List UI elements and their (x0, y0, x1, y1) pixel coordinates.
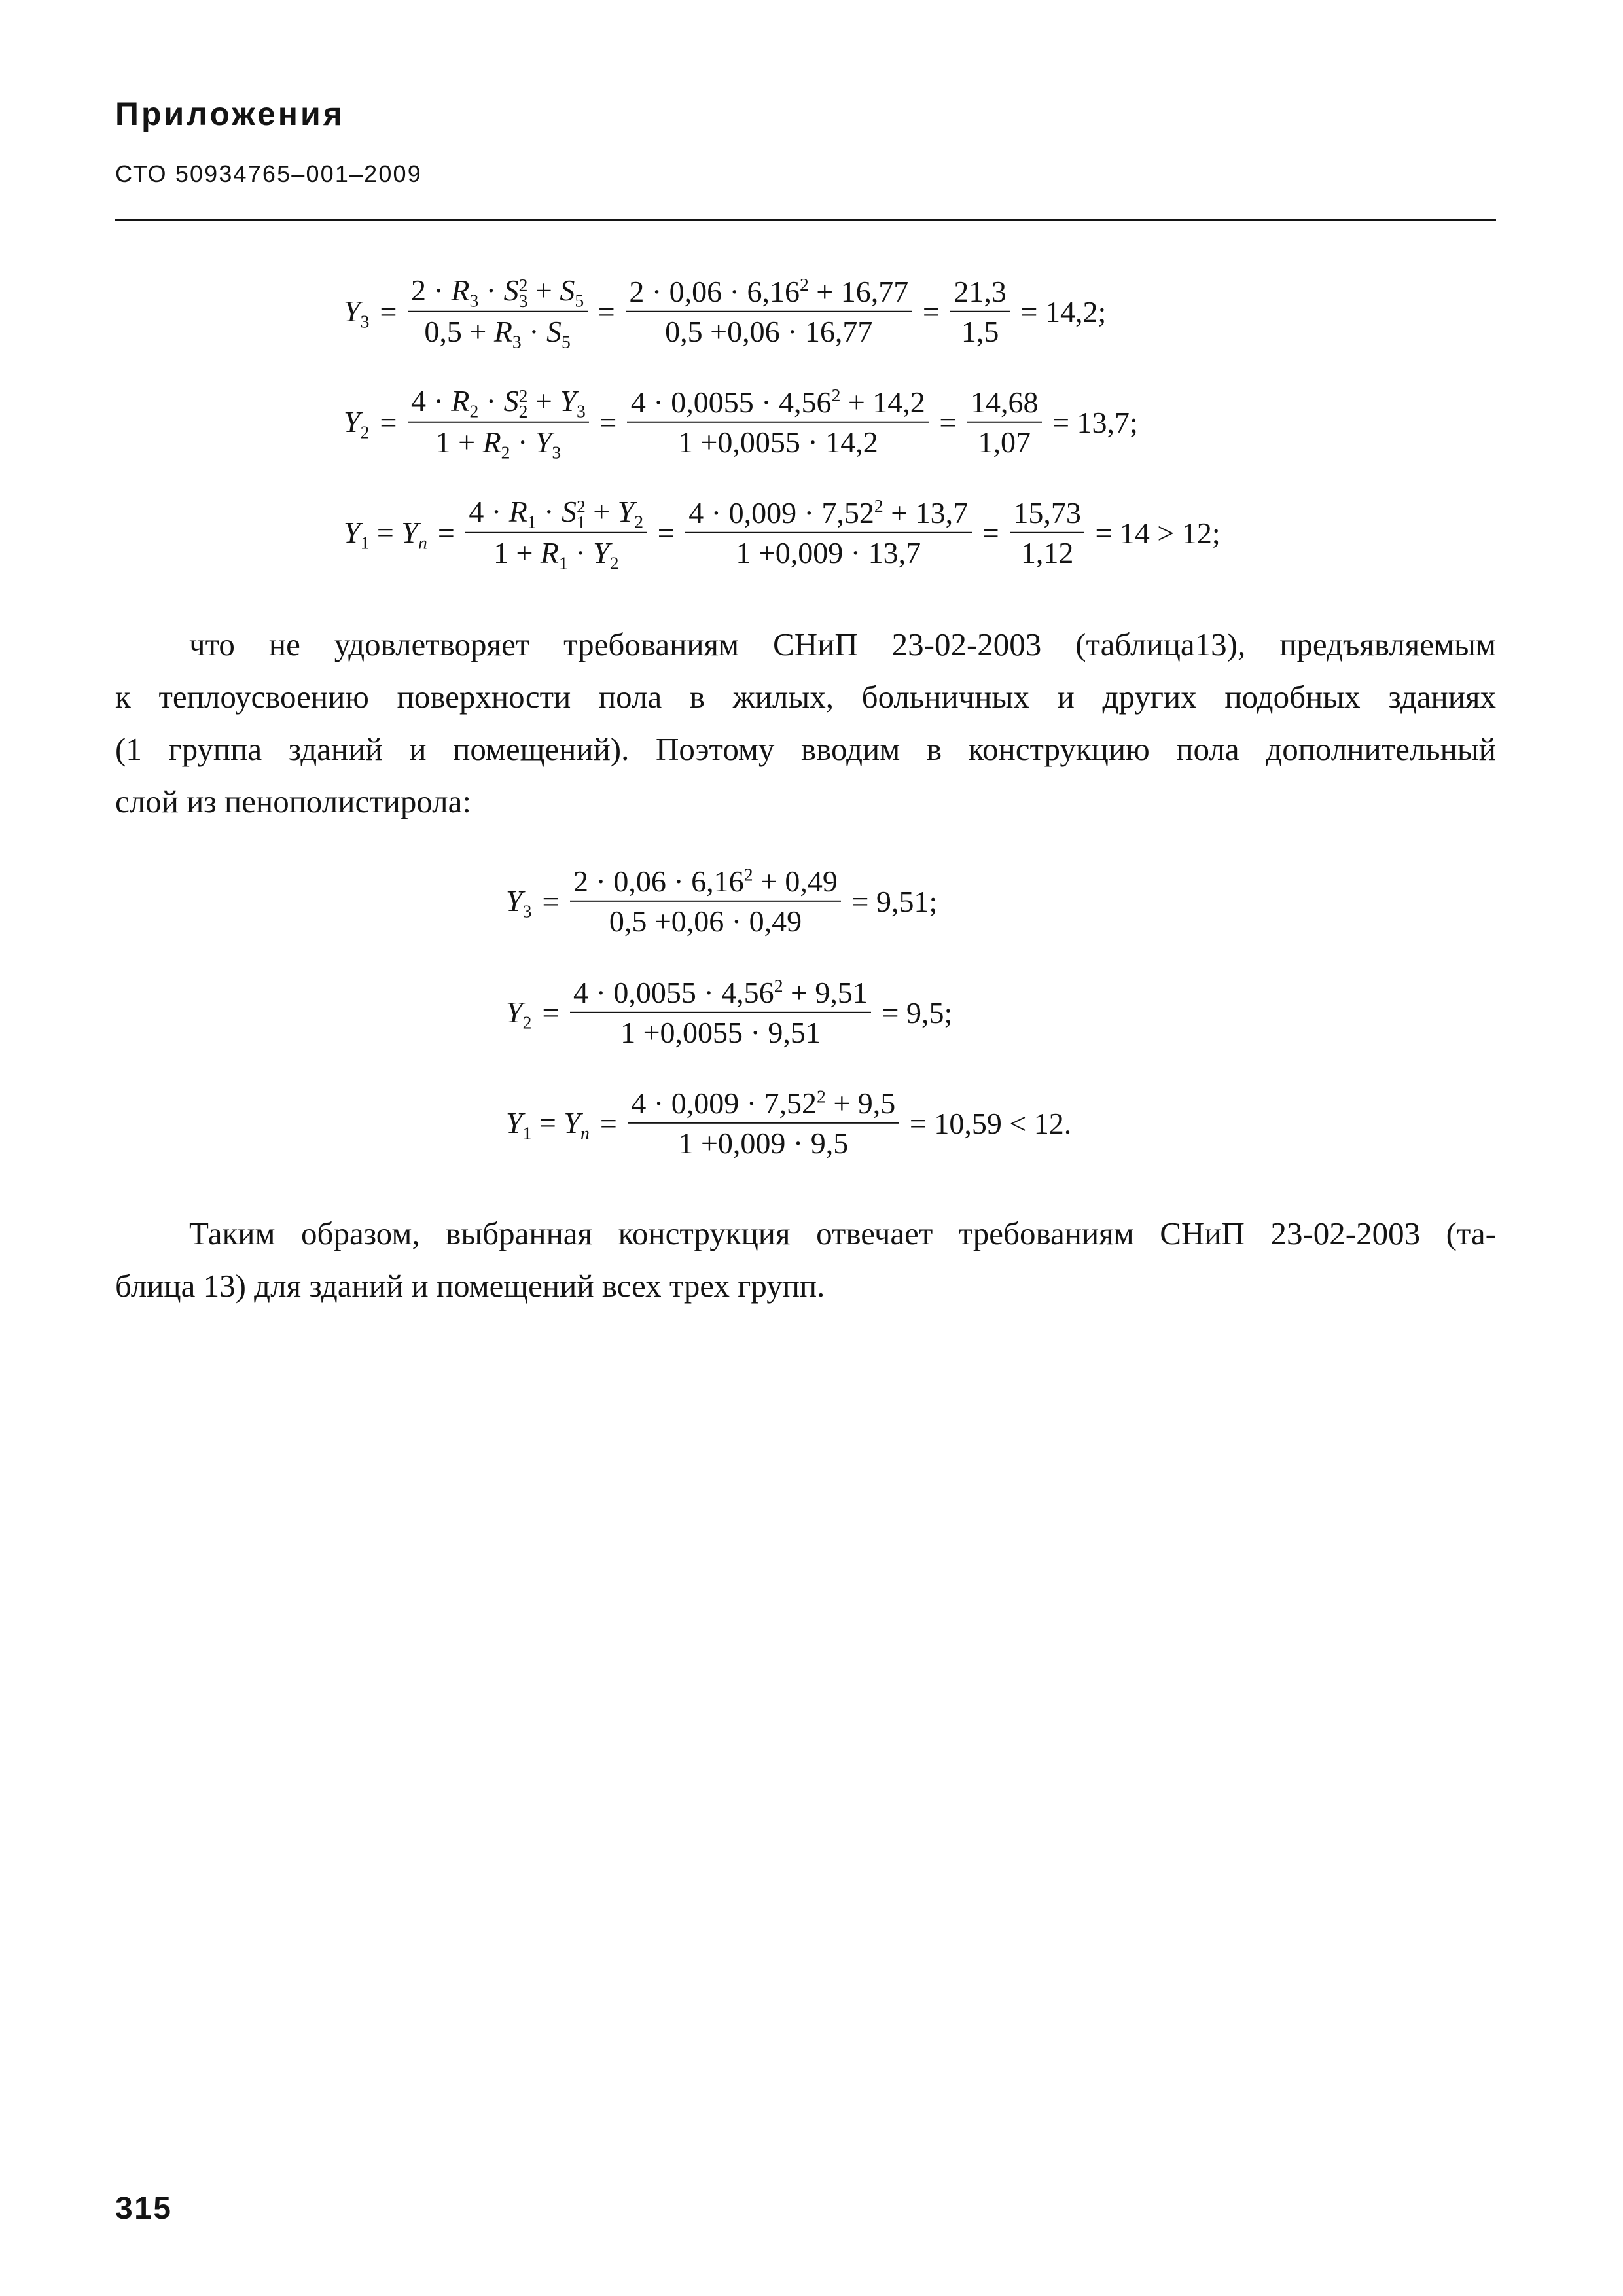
fraction-numerator (408, 272, 588, 310)
math-number: 1 + (435, 425, 483, 459)
math-number: + 16,77 (808, 274, 909, 308)
math-variable: Y (506, 1105, 523, 1139)
paragraph-requirements (115, 619, 1496, 828)
fraction-numerator (950, 274, 1010, 310)
subscript: 1 (576, 511, 586, 532)
paragraph-conclusion (115, 1208, 1496, 1312)
fraction-denominator (674, 424, 882, 460)
subscript: 3 (518, 290, 528, 311)
subscript: 2 (634, 511, 644, 532)
math-number: 1 +0,009 · 13,7 (736, 536, 921, 569)
text-line: к теплоусвоению поверхности пола в жилых, больничных и других подобных зданиях (115, 679, 1496, 715)
subscript: 1 (522, 1122, 532, 1143)
fraction-bar (627, 422, 929, 423)
subscript: 1 (527, 511, 537, 532)
subscript: 5 (575, 290, 584, 311)
text-line: слой из пенополистирола: (115, 783, 472, 819)
math-number: + 14,2 (840, 385, 925, 419)
math-variable: S (560, 273, 575, 307)
formula-operator: = (597, 295, 615, 329)
formula-lhs (344, 514, 427, 551)
formula-operator: = (922, 295, 940, 329)
fraction (627, 384, 929, 460)
math-variable: S (561, 494, 577, 528)
fraction-denominator (490, 535, 622, 572)
superscript: 2 (518, 274, 528, 295)
math-variable: Y (506, 995, 523, 1029)
math-variable: Y (344, 515, 361, 549)
fraction (1010, 495, 1085, 571)
math-variable: Y (506, 884, 523, 918)
math-number: 4 · 0,0055 · 4,56 (630, 385, 832, 419)
fraction-numerator (685, 495, 972, 531)
section-title: Приложения (115, 96, 345, 132)
math-variable: Y (344, 294, 361, 328)
math-number: + (527, 273, 560, 307)
fraction (967, 384, 1042, 460)
math-number: 21,3 (954, 274, 1007, 308)
subscript: 3 (360, 311, 370, 332)
fraction-numerator (628, 1085, 899, 1121)
fraction-bar (950, 311, 1010, 312)
fraction-bar (685, 532, 972, 533)
fraction (570, 863, 842, 939)
superscript: 2 (774, 975, 783, 996)
formula-row (506, 863, 948, 939)
subscript: 3 (512, 331, 522, 352)
subscript: 2 (360, 422, 370, 442)
formula-operator: = (939, 405, 957, 439)
fraction-bar (628, 1122, 899, 1124)
math-number: · (510, 425, 535, 459)
formula-operator: = 9,5; (882, 996, 953, 1030)
math-number: + 13,7 (883, 495, 969, 529)
math-number: 1,12 (1020, 536, 1074, 569)
formula-row (344, 383, 1149, 462)
superscript: 2 (576, 495, 586, 516)
fraction-bar (570, 901, 842, 902)
formula-operator: = (657, 516, 675, 550)
math-number: 1 +0,0055 · 9,51 (620, 1016, 821, 1049)
math-number: · (567, 536, 594, 569)
math-variable: R (482, 425, 501, 459)
math-number: 1 + (493, 536, 541, 569)
fraction-bar (408, 311, 588, 312)
math-number: 2 · 0,06 · 6,16 (629, 274, 800, 308)
math-number: + (585, 494, 618, 528)
subscript: 3 (576, 401, 586, 422)
subscript: 2 (518, 401, 528, 422)
subscript: 1 (559, 552, 568, 573)
fraction-numerator (627, 384, 929, 420)
fraction-bar (570, 1012, 872, 1013)
math-variable: Y (344, 404, 361, 439)
fraction-numerator (626, 274, 912, 310)
sub-superscript (576, 495, 586, 532)
fraction (408, 272, 588, 351)
fraction-bar (967, 422, 1042, 423)
math-number: · (478, 384, 504, 418)
fraction (465, 493, 647, 573)
superscript: 2 (874, 495, 883, 516)
math-number: 4 · 0,009 · 7,52 (688, 495, 874, 529)
math-variable: R (451, 384, 470, 418)
math-number: + 9,5 (825, 1086, 896, 1120)
subscript: 2 (522, 1012, 532, 1033)
math-variable: R (451, 273, 470, 307)
superscript: 2 (799, 274, 809, 295)
fraction-denominator (617, 1014, 825, 1050)
subscript: 3 (469, 290, 479, 311)
formula-row (506, 975, 963, 1050)
fraction-bar (408, 422, 590, 423)
fraction-numerator (570, 975, 872, 1011)
fraction-denominator (662, 314, 876, 350)
formula-operator: = (542, 884, 560, 918)
formula-row (506, 1085, 1082, 1161)
math-number: 4 · (411, 384, 452, 418)
fraction-denominator (732, 535, 925, 571)
subscript: 2 (609, 552, 619, 573)
formula-row (344, 272, 1116, 351)
fraction-denominator (605, 903, 805, 939)
fraction (626, 274, 912, 350)
math-number: 0,5 +0,06 · 16,77 (665, 315, 873, 348)
subscript: n (580, 1122, 590, 1143)
math-number: 1,5 (961, 315, 999, 348)
math-variable: R (508, 494, 527, 528)
document-code: СТО 50934765–001–2009 (115, 160, 422, 187)
subscript: 2 (469, 401, 479, 422)
formula-lhs (506, 1104, 590, 1141)
superscript: 2 (817, 1086, 826, 1107)
math-variable: R (493, 315, 512, 348)
formula-lhs (506, 994, 531, 1031)
fraction-bar (1010, 532, 1085, 533)
superscript: 2 (743, 864, 753, 885)
fraction-denominator (432, 424, 565, 461)
superscript: 2 (831, 385, 841, 406)
math-variable: S (546, 315, 562, 348)
subscript: n (418, 532, 427, 553)
math-number: 4 · (469, 494, 509, 528)
math-variable: Y (560, 384, 577, 418)
text-line: блица 13) для зданий и помещений всех трех групп. (115, 1268, 825, 1304)
fraction-numerator (408, 383, 590, 420)
formula-operator: = (437, 516, 455, 550)
fraction-bar (465, 532, 647, 533)
math-number: 1 +0,0055 · 14,2 (677, 425, 878, 459)
subscript: 5 (562, 331, 571, 352)
math-variable: Y (563, 1105, 580, 1139)
math-variable: Y (617, 494, 635, 528)
math-number: + 9,51 (783, 975, 868, 1009)
formula-operator: = 9,51; (851, 884, 938, 918)
subscript: 1 (360, 532, 370, 553)
formula-operator: = 14 > 12; (1095, 516, 1221, 550)
math-number: = (531, 1105, 564, 1139)
math-number: · (521, 315, 547, 348)
formula-operator: = 13,7; (1052, 405, 1138, 439)
math-variable: Y (401, 515, 418, 549)
math-number: + 0,49 (753, 864, 838, 898)
math-number: 2 · 0,06 · 6,16 (573, 864, 744, 898)
fraction (950, 274, 1010, 350)
text-line: что не удовлетворяет требованиям СНиП 23-02-2003 (таблица13), предъявляемым (189, 626, 1496, 662)
fraction-numerator (570, 863, 842, 899)
fraction (408, 383, 590, 462)
formula-operator: = (380, 295, 397, 329)
fraction (685, 495, 972, 571)
math-variable: S (503, 273, 519, 307)
formula-operator: = (982, 516, 999, 550)
formula-row (344, 493, 1231, 573)
math-number: 4 · 0,0055 · 4,56 (573, 975, 774, 1009)
fraction-denominator (675, 1125, 852, 1161)
text-line: (1 группа зданий и помещений). Поэтому вводим в конструкцию пола дополнительный (115, 731, 1496, 767)
math-number: 4 · 0,009 · 7,52 (631, 1086, 817, 1120)
sub-superscript (518, 274, 528, 311)
math-variable: Y (535, 425, 552, 459)
math-number: 1 +0,009 · 9,5 (678, 1126, 849, 1160)
math-number: 14,68 (970, 385, 1039, 419)
fraction-denominator (974, 424, 1035, 460)
subscript: 3 (552, 442, 562, 463)
formula-operator: = (599, 1106, 617, 1140)
math-number: · (478, 273, 504, 307)
math-number: 15,73 (1013, 495, 1081, 529)
fraction-numerator (465, 493, 647, 531)
fraction (570, 975, 872, 1050)
sub-superscript (518, 385, 528, 422)
math-variable: S (503, 384, 519, 418)
fraction-denominator (1017, 535, 1077, 571)
math-number: 1,07 (978, 425, 1031, 459)
math-number: = (369, 515, 402, 549)
math-number: 0,5 + (424, 315, 494, 348)
fraction-numerator (967, 384, 1042, 420)
formula-lhs (344, 403, 369, 440)
superscript: 2 (518, 385, 528, 406)
formula-operator: = (380, 405, 397, 439)
text-line: Таким образом, выбранная конструкция отвечает требованиям СНиП 23-02-2003 (та- (189, 1215, 1496, 1251)
math-variable: R (540, 536, 560, 569)
math-number: 0,5 +0,06 · 0,49 (609, 905, 802, 938)
fraction (628, 1085, 899, 1161)
page-number: 315 (115, 2191, 173, 2226)
subscript: 3 (522, 901, 532, 922)
fraction-numerator (1010, 495, 1085, 531)
formula-lhs (506, 882, 531, 920)
fraction-denominator (421, 314, 575, 351)
formula-operator: = (542, 996, 560, 1030)
formula-operator: = 10,59 < 12. (909, 1106, 1072, 1140)
fraction-bar (626, 311, 912, 312)
subscript: 2 (501, 442, 510, 463)
formula-operator: = (599, 405, 617, 439)
formula-lhs (344, 293, 369, 330)
math-number: · (536, 494, 562, 528)
math-variable: Y (593, 536, 610, 569)
fraction-denominator (957, 314, 1003, 350)
math-number: 2 · (411, 273, 452, 307)
formula-operator: = 14,2; (1020, 295, 1107, 329)
math-number: + (527, 384, 560, 418)
